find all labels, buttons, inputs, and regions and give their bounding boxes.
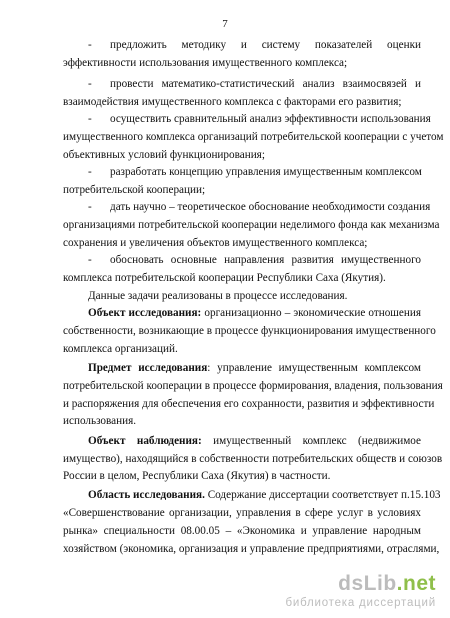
text-line: предложить методику и систему показателей оценки — [110, 39, 421, 51]
text-line: взаимодействия имущественного комплекса с факторами его развития; — [63, 96, 402, 108]
text-line: разработать концепцию управления имущественным комплексом — [110, 166, 422, 178]
text-line: провести математико-статистический анализ взаимосвязей и — [110, 78, 421, 90]
bullet-dash: - — [88, 201, 92, 213]
text-line: эффективности использования имущественного комплекса; — [63, 57, 348, 69]
bullet-dash: - — [88, 78, 92, 90]
text-line: комплекса потребительской кооперации Республики Саха (Якутия). — [63, 272, 386, 284]
text-line: потребительской кооперации; — [63, 184, 206, 196]
text-line: организациями потребительской кооперации неделимого фонда как механизма — [63, 219, 440, 231]
text-line: обосновать основные направления развития имущественного — [110, 254, 421, 266]
text-line: комплекса организаций. — [63, 343, 178, 355]
text-line: использования. — [63, 415, 137, 427]
text-line: имущество), находящийся в собственности потребительских обществ и союзов — [63, 453, 443, 465]
watermark — [285, 572, 436, 610]
text-line: хозяйством (экономика, организация и управление предприятиями, отраслями, — [63, 543, 440, 555]
text-line: потребительской кооперации в процессе формирования, владения, пользования — [63, 380, 443, 392]
text-line: дать научно – теоретическое обоснование необходимости создания — [110, 201, 431, 213]
watermark-subtitle: библиотека диссертаций — [285, 597, 436, 609]
text-line: России в целом, Республики Саха (Якутия) в частности. — [63, 470, 331, 482]
bullet-dash: - — [88, 166, 92, 178]
text-line: Данные задачи реализованы в процессе исследования. — [88, 290, 348, 302]
page-number: 7 — [222, 18, 228, 30]
text-line: «Совершенствование организации, управления в сфере услуг в условиях — [63, 507, 421, 519]
text-line: имущественного комплекса организаций потребительской кооперации с учетом — [63, 131, 444, 143]
text-line: Объект исследования: организационно – экономические отношения — [88, 307, 422, 319]
bullet-dash: - — [88, 39, 92, 51]
text-line: Объект наблюдения: имущественный комплекс (недвижимое — [88, 435, 421, 447]
watermark-logo: dsLib.net — [338, 572, 436, 595]
text-line: сохранения и увеличения объектов имущественного комплекса; — [63, 237, 368, 249]
text-line: и распоряжения для обеспечения его сохранности, развития и эффективности — [63, 398, 435, 410]
bullet-dash: - — [88, 113, 92, 125]
text-line: Предмет исследования: управление имущественным комплексом — [88, 362, 421, 374]
text-line: собственности, возникающие в процессе функционирования имущественного — [63, 325, 436, 337]
text-line: рынка» специальности 08.00.05 – «Экономика и управление народным — [63, 525, 421, 537]
text-line: объективных условий функционирования; — [63, 149, 265, 161]
text-line: Область исследования. Содержание диссертации соответствует п.15.103 — [88, 489, 441, 501]
text-line: осуществить сравнительный анализ эффективности использования — [110, 113, 431, 125]
bullet-dash: - — [88, 254, 92, 266]
